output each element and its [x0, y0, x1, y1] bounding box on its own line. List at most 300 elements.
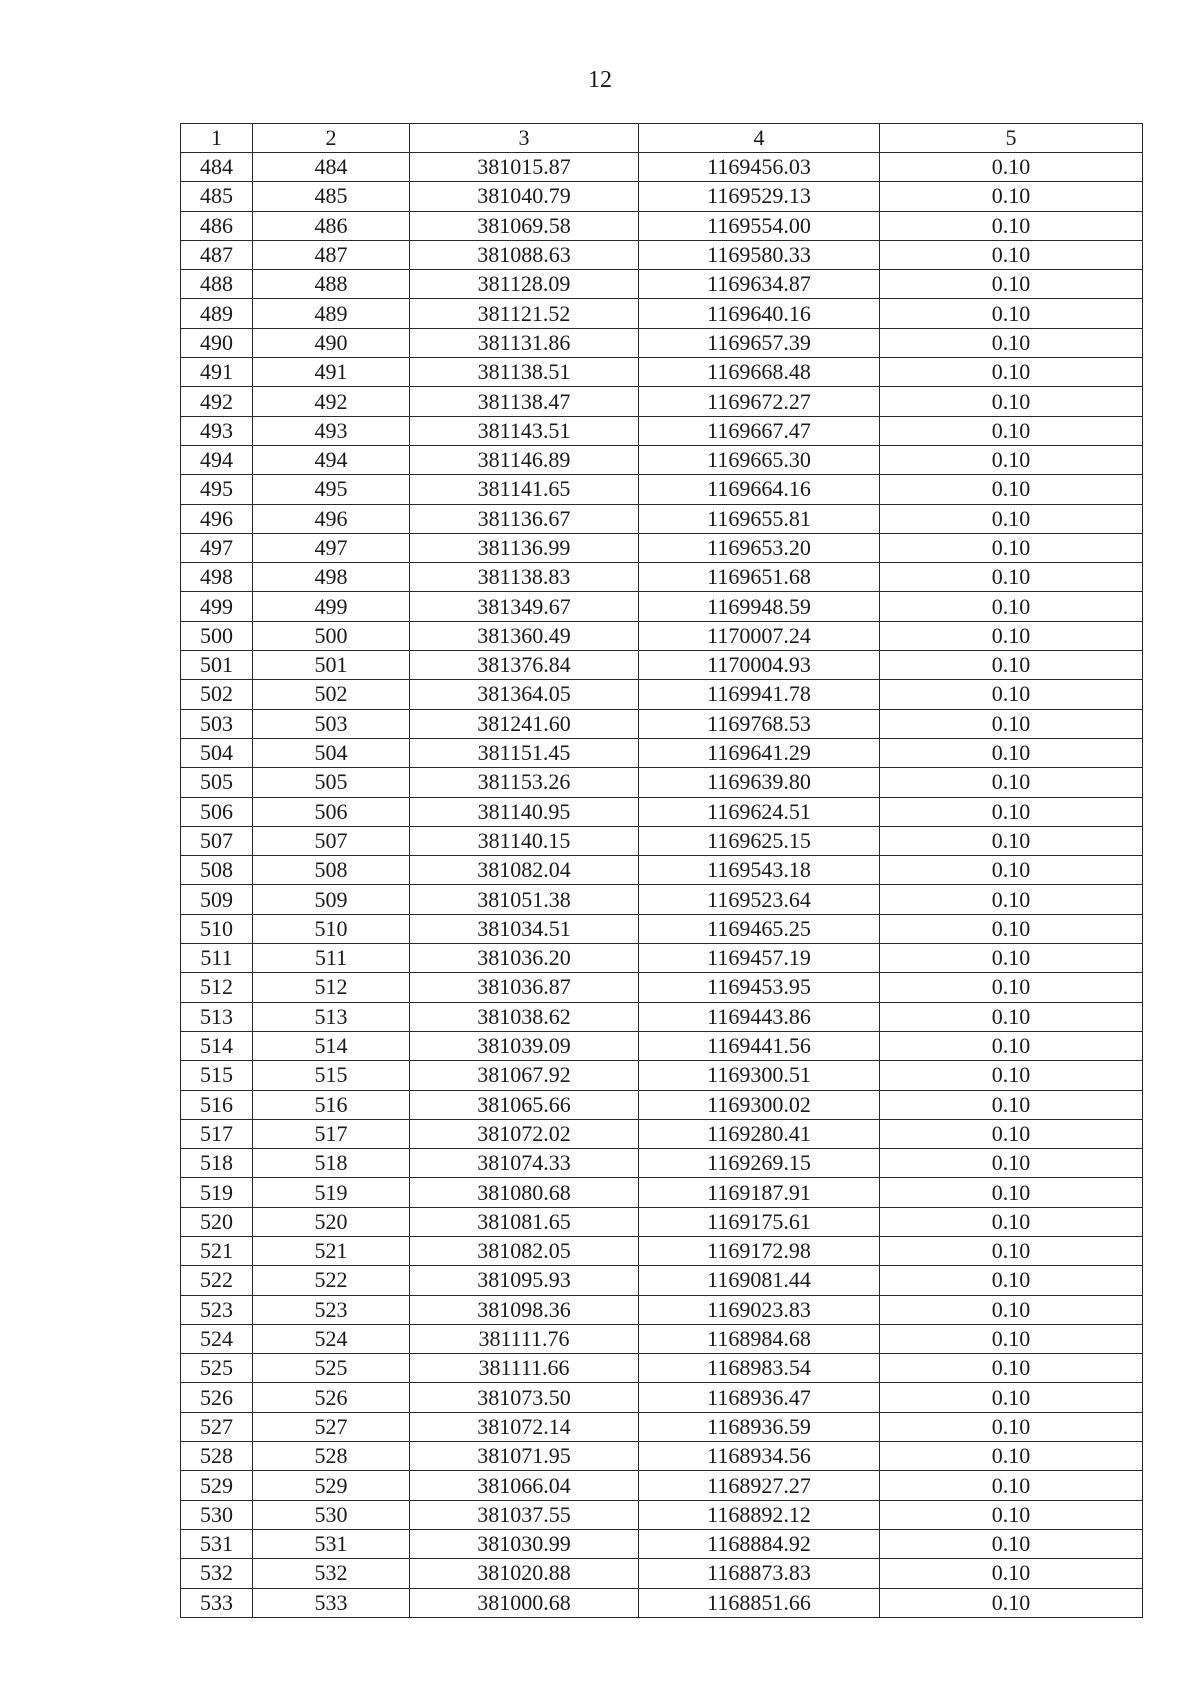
- y-coordinate-cell: 1169543.18: [639, 856, 880, 885]
- point-number-cell: 499: [253, 592, 410, 621]
- point-number-cell: 518: [253, 1149, 410, 1178]
- y-coordinate-cell: 1169948.59: [639, 592, 880, 621]
- x-coordinate-cell: 381146.89: [410, 445, 639, 474]
- error-cell: 0.10: [880, 1031, 1143, 1060]
- y-coordinate-cell: 1168983.54: [639, 1354, 880, 1383]
- x-coordinate-cell: 381241.60: [410, 709, 639, 738]
- row-number-cell: 502: [181, 680, 253, 709]
- table-row: [181, 1412, 1143, 1441]
- table-row: [181, 651, 1143, 680]
- point-number-cell: 492: [253, 387, 410, 416]
- point-number-cell: 509: [253, 885, 410, 914]
- row-number-cell: 493: [181, 416, 253, 445]
- error-cell: 0.10: [880, 885, 1143, 914]
- x-coordinate-cell: 381140.15: [410, 826, 639, 855]
- row-number-cell: 518: [181, 1149, 253, 1178]
- x-coordinate-cell: 381151.45: [410, 738, 639, 767]
- x-coordinate-cell: 381153.26: [410, 768, 639, 797]
- row-number-cell: 514: [181, 1031, 253, 1060]
- x-coordinate-cell: 381036.87: [410, 973, 639, 1002]
- point-number-cell: 519: [253, 1178, 410, 1207]
- x-coordinate-cell: 381080.68: [410, 1178, 639, 1207]
- point-number-cell: 532: [253, 1559, 410, 1588]
- error-cell: 0.10: [880, 211, 1143, 240]
- y-coordinate-cell: 1170004.93: [639, 651, 880, 680]
- y-coordinate-cell: 1169023.83: [639, 1295, 880, 1324]
- x-coordinate-cell: 381111.76: [410, 1324, 639, 1353]
- error-cell: 0.10: [880, 270, 1143, 299]
- x-coordinate-cell: 381071.95: [410, 1442, 639, 1471]
- table-row: [181, 1002, 1143, 1031]
- point-number-cell: 497: [253, 533, 410, 562]
- y-coordinate-cell: 1169941.78: [639, 680, 880, 709]
- column-header-5: 5: [880, 124, 1143, 153]
- error-cell: 0.10: [880, 153, 1143, 182]
- table-row: [181, 211, 1143, 240]
- row-number-cell: 515: [181, 1061, 253, 1090]
- error-cell: 0.10: [880, 973, 1143, 1002]
- y-coordinate-cell: 1169665.30: [639, 445, 880, 474]
- point-number-cell: 524: [253, 1324, 410, 1353]
- table-row: [181, 1061, 1143, 1090]
- point-number-cell: 485: [253, 182, 410, 211]
- point-number-cell: 525: [253, 1354, 410, 1383]
- point-number-cell: 517: [253, 1119, 410, 1148]
- table-row: [181, 1442, 1143, 1471]
- error-cell: 0.10: [880, 416, 1143, 445]
- x-coordinate-cell: 381051.38: [410, 885, 639, 914]
- x-coordinate-cell: 381034.51: [410, 914, 639, 943]
- table-row: [181, 1178, 1143, 1207]
- row-number-cell: 485: [181, 182, 253, 211]
- y-coordinate-cell: 1169641.29: [639, 738, 880, 767]
- row-number-cell: 510: [181, 914, 253, 943]
- y-coordinate-cell: 1169457.19: [639, 944, 880, 973]
- error-cell: 0.10: [880, 621, 1143, 650]
- y-coordinate-cell: 1168984.68: [639, 1324, 880, 1353]
- table-row: [181, 416, 1143, 445]
- point-number-cell: 528: [253, 1442, 410, 1471]
- point-number-cell: 512: [253, 973, 410, 1002]
- x-coordinate-cell: 381088.63: [410, 240, 639, 269]
- row-number-cell: 532: [181, 1559, 253, 1588]
- table-header: [181, 124, 1143, 153]
- error-cell: 0.10: [880, 1207, 1143, 1236]
- row-number-cell: 511: [181, 944, 253, 973]
- table-row: [181, 1207, 1143, 1236]
- x-coordinate-cell: 381376.84: [410, 651, 639, 680]
- table-row: [181, 387, 1143, 416]
- table-row: [181, 299, 1143, 328]
- y-coordinate-cell: 1169554.00: [639, 211, 880, 240]
- error-cell: 0.10: [880, 1178, 1143, 1207]
- table-row: [181, 592, 1143, 621]
- point-number-cell: 506: [253, 797, 410, 826]
- point-number-cell: 504: [253, 738, 410, 767]
- y-coordinate-cell: 1169081.44: [639, 1266, 880, 1295]
- y-coordinate-cell: 1169651.68: [639, 563, 880, 592]
- error-cell: 0.10: [880, 592, 1143, 621]
- table-row: [181, 328, 1143, 357]
- y-coordinate-cell: 1168934.56: [639, 1442, 880, 1471]
- row-number-cell: 527: [181, 1412, 253, 1441]
- point-number-cell: 520: [253, 1207, 410, 1236]
- point-number-cell: 486: [253, 211, 410, 240]
- row-number-cell: 506: [181, 797, 253, 826]
- table-row: [181, 797, 1143, 826]
- error-cell: 0.10: [880, 1324, 1143, 1353]
- y-coordinate-cell: 1169639.80: [639, 768, 880, 797]
- table-row: [181, 240, 1143, 269]
- x-coordinate-cell: 381037.55: [410, 1500, 639, 1529]
- row-number-cell: 501: [181, 651, 253, 680]
- x-coordinate-cell: 381111.66: [410, 1354, 639, 1383]
- error-cell: 0.10: [880, 768, 1143, 797]
- point-number-cell: 516: [253, 1090, 410, 1119]
- row-number-cell: 528: [181, 1442, 253, 1471]
- x-coordinate-cell: 381039.09: [410, 1031, 639, 1060]
- y-coordinate-cell: 1169672.27: [639, 387, 880, 416]
- x-coordinate-cell: 381098.36: [410, 1295, 639, 1324]
- error-cell: 0.10: [880, 1559, 1143, 1588]
- x-coordinate-cell: 381036.20: [410, 944, 639, 973]
- row-number-cell: 500: [181, 621, 253, 650]
- table-row: [181, 1324, 1143, 1353]
- point-number-cell: 529: [253, 1471, 410, 1500]
- error-cell: 0.10: [880, 1588, 1143, 1617]
- point-number-cell: 527: [253, 1412, 410, 1441]
- row-number-cell: 491: [181, 358, 253, 387]
- y-coordinate-cell: 1169300.51: [639, 1061, 880, 1090]
- y-coordinate-cell: 1169453.95: [639, 973, 880, 1002]
- x-coordinate-cell: 381121.52: [410, 299, 639, 328]
- y-coordinate-cell: 1169187.91: [639, 1178, 880, 1207]
- error-cell: 0.10: [880, 1442, 1143, 1471]
- row-number-cell: 504: [181, 738, 253, 767]
- point-number-cell: 505: [253, 768, 410, 797]
- y-coordinate-cell: 1168873.83: [639, 1559, 880, 1588]
- error-cell: 0.10: [880, 504, 1143, 533]
- row-number-cell: 488: [181, 270, 253, 299]
- point-number-cell: 491: [253, 358, 410, 387]
- error-cell: 0.10: [880, 1149, 1143, 1178]
- table-row: [181, 358, 1143, 387]
- y-coordinate-cell: 1169624.51: [639, 797, 880, 826]
- error-cell: 0.10: [880, 445, 1143, 474]
- y-coordinate-cell: 1168892.12: [639, 1500, 880, 1529]
- table-row: [181, 1295, 1143, 1324]
- row-number-cell: 486: [181, 211, 253, 240]
- table-row: [181, 153, 1143, 182]
- x-coordinate-cell: 381131.86: [410, 328, 639, 357]
- table-row: [181, 1529, 1143, 1558]
- x-coordinate-cell: 381040.79: [410, 182, 639, 211]
- table-row: [181, 1383, 1143, 1412]
- row-number-cell: 507: [181, 826, 253, 855]
- x-coordinate-cell: 381072.02: [410, 1119, 639, 1148]
- error-cell: 0.10: [880, 709, 1143, 738]
- error-cell: 0.10: [880, 1061, 1143, 1090]
- x-coordinate-cell: 381141.65: [410, 475, 639, 504]
- table-row: [181, 1266, 1143, 1295]
- table-row: [181, 270, 1143, 299]
- x-coordinate-cell: 381349.67: [410, 592, 639, 621]
- table-row: [181, 1236, 1143, 1265]
- point-number-cell: 507: [253, 826, 410, 855]
- row-number-cell: 526: [181, 1383, 253, 1412]
- error-cell: 0.10: [880, 1266, 1143, 1295]
- row-number-cell: 530: [181, 1500, 253, 1529]
- row-number-cell: 524: [181, 1324, 253, 1353]
- error-cell: 0.10: [880, 1295, 1143, 1324]
- page-number: 12: [588, 67, 612, 93]
- table-row: [181, 1500, 1143, 1529]
- x-coordinate-cell: 381138.51: [410, 358, 639, 387]
- y-coordinate-cell: 1169625.15: [639, 826, 880, 855]
- point-number-cell: 513: [253, 1002, 410, 1031]
- table-row: [181, 738, 1143, 767]
- error-cell: 0.10: [880, 533, 1143, 562]
- table-row: [181, 914, 1143, 943]
- error-cell: 0.10: [880, 944, 1143, 973]
- point-number-cell: 490: [253, 328, 410, 357]
- row-number-cell: 531: [181, 1529, 253, 1558]
- point-number-cell: 498: [253, 563, 410, 592]
- y-coordinate-cell: 1169523.64: [639, 885, 880, 914]
- row-number-cell: 490: [181, 328, 253, 357]
- x-coordinate-cell: 381066.04: [410, 1471, 639, 1500]
- x-coordinate-cell: 381015.87: [410, 153, 639, 182]
- row-number-cell: 533: [181, 1588, 253, 1617]
- row-number-cell: 508: [181, 856, 253, 885]
- error-cell: 0.10: [880, 914, 1143, 943]
- x-coordinate-cell: 381082.04: [410, 856, 639, 885]
- x-coordinate-cell: 381143.51: [410, 416, 639, 445]
- coordinates-table: [180, 123, 1143, 1618]
- row-number-cell: 496: [181, 504, 253, 533]
- table-row: [181, 1149, 1143, 1178]
- row-number-cell: 520: [181, 1207, 253, 1236]
- table-row: [181, 826, 1143, 855]
- error-cell: 0.10: [880, 1383, 1143, 1412]
- table-row: [181, 475, 1143, 504]
- table-row: [181, 1090, 1143, 1119]
- y-coordinate-cell: 1169269.15: [639, 1149, 880, 1178]
- x-coordinate-cell: 381360.49: [410, 621, 639, 650]
- x-coordinate-cell: 381140.95: [410, 797, 639, 826]
- table-row: [181, 1119, 1143, 1148]
- x-coordinate-cell: 381138.83: [410, 563, 639, 592]
- y-coordinate-cell: 1169664.16: [639, 475, 880, 504]
- error-cell: 0.10: [880, 1002, 1143, 1031]
- y-coordinate-cell: 1169172.98: [639, 1236, 880, 1265]
- row-number-cell: 516: [181, 1090, 253, 1119]
- table-row: [181, 1354, 1143, 1383]
- table-row: [181, 680, 1143, 709]
- row-number-cell: 525: [181, 1354, 253, 1383]
- y-coordinate-cell: 1169529.13: [639, 182, 880, 211]
- table-row: [181, 1559, 1143, 1588]
- point-number-cell: 521: [253, 1236, 410, 1265]
- error-cell: 0.10: [880, 826, 1143, 855]
- error-cell: 0.10: [880, 680, 1143, 709]
- x-coordinate-cell: 381067.92: [410, 1061, 639, 1090]
- table-row: [181, 856, 1143, 885]
- row-number-cell: 522: [181, 1266, 253, 1295]
- y-coordinate-cell: 1168936.47: [639, 1383, 880, 1412]
- error-cell: 0.10: [880, 240, 1143, 269]
- point-number-cell: 533: [253, 1588, 410, 1617]
- table-row: [181, 621, 1143, 650]
- table-row: [181, 533, 1143, 562]
- row-number-cell: 512: [181, 973, 253, 1002]
- y-coordinate-cell: 1168936.59: [639, 1412, 880, 1441]
- row-number-cell: 529: [181, 1471, 253, 1500]
- x-coordinate-cell: 381136.67: [410, 504, 639, 533]
- error-cell: 0.10: [880, 1529, 1143, 1558]
- error-cell: 0.10: [880, 1090, 1143, 1119]
- point-number-cell: 511: [253, 944, 410, 973]
- y-coordinate-cell: 1168927.27: [639, 1471, 880, 1500]
- error-cell: 0.10: [880, 328, 1143, 357]
- y-coordinate-cell: 1169655.81: [639, 504, 880, 533]
- error-cell: 0.10: [880, 651, 1143, 680]
- x-coordinate-cell: 381030.99: [410, 1529, 639, 1558]
- x-coordinate-cell: 381128.09: [410, 270, 639, 299]
- table-row: [181, 504, 1143, 533]
- y-coordinate-cell: 1169634.87: [639, 270, 880, 299]
- x-coordinate-cell: 381081.65: [410, 1207, 639, 1236]
- point-number-cell: 501: [253, 651, 410, 680]
- table-row: [181, 1588, 1143, 1617]
- error-cell: 0.10: [880, 1354, 1143, 1383]
- column-header-2: 2: [253, 124, 410, 153]
- row-number-cell: 489: [181, 299, 253, 328]
- point-number-cell: 496: [253, 504, 410, 533]
- error-cell: 0.10: [880, 387, 1143, 416]
- y-coordinate-cell: 1168851.66: [639, 1588, 880, 1617]
- y-coordinate-cell: 1169175.61: [639, 1207, 880, 1236]
- y-coordinate-cell: 1169768.53: [639, 709, 880, 738]
- y-coordinate-cell: 1169441.56: [639, 1031, 880, 1060]
- point-number-cell: 522: [253, 1266, 410, 1295]
- y-coordinate-cell: 1168884.92: [639, 1529, 880, 1558]
- table-body: [181, 153, 1143, 1618]
- point-number-cell: 493: [253, 416, 410, 445]
- row-number-cell: 497: [181, 533, 253, 562]
- x-coordinate-cell: 381069.58: [410, 211, 639, 240]
- point-number-cell: 523: [253, 1295, 410, 1324]
- table-row: [181, 182, 1143, 211]
- table-row: [181, 709, 1143, 738]
- column-header-3: 3: [410, 124, 639, 153]
- point-number-cell: 526: [253, 1383, 410, 1412]
- point-number-cell: 514: [253, 1031, 410, 1060]
- row-number-cell: 503: [181, 709, 253, 738]
- y-coordinate-cell: 1169657.39: [639, 328, 880, 357]
- table-row: [181, 1471, 1143, 1500]
- table-row: [181, 973, 1143, 1002]
- point-number-cell: 494: [253, 445, 410, 474]
- error-cell: 0.10: [880, 1471, 1143, 1500]
- x-coordinate-cell: 381065.66: [410, 1090, 639, 1119]
- y-coordinate-cell: 1169653.20: [639, 533, 880, 562]
- row-number-cell: 521: [181, 1236, 253, 1265]
- table-row: [181, 944, 1143, 973]
- row-number-cell: 492: [181, 387, 253, 416]
- error-cell: 0.10: [880, 563, 1143, 592]
- x-coordinate-cell: 381038.62: [410, 1002, 639, 1031]
- point-number-cell: 530: [253, 1500, 410, 1529]
- row-number-cell: 487: [181, 240, 253, 269]
- y-coordinate-cell: 1169443.86: [639, 1002, 880, 1031]
- point-number-cell: 487: [253, 240, 410, 269]
- point-number-cell: 502: [253, 680, 410, 709]
- header-row: [181, 124, 1143, 153]
- row-number-cell: 517: [181, 1119, 253, 1148]
- error-cell: 0.10: [880, 1500, 1143, 1529]
- table-row: [181, 445, 1143, 474]
- error-cell: 0.10: [880, 856, 1143, 885]
- row-number-cell: 505: [181, 768, 253, 797]
- table-row: [181, 1031, 1143, 1060]
- row-number-cell: 519: [181, 1178, 253, 1207]
- point-number-cell: 510: [253, 914, 410, 943]
- y-coordinate-cell: 1169300.02: [639, 1090, 880, 1119]
- y-coordinate-cell: 1169465.25: [639, 914, 880, 943]
- error-cell: 0.10: [880, 299, 1143, 328]
- point-number-cell: 484: [253, 153, 410, 182]
- point-number-cell: 515: [253, 1061, 410, 1090]
- column-header-4: 4: [639, 124, 880, 153]
- y-coordinate-cell: 1169667.47: [639, 416, 880, 445]
- error-cell: 0.10: [880, 475, 1143, 504]
- y-coordinate-cell: 1169456.03: [639, 153, 880, 182]
- x-coordinate-cell: 381074.33: [410, 1149, 639, 1178]
- x-coordinate-cell: 381000.68: [410, 1588, 639, 1617]
- row-number-cell: 513: [181, 1002, 253, 1031]
- column-header-1: 1: [181, 124, 253, 153]
- error-cell: 0.10: [880, 1412, 1143, 1441]
- y-coordinate-cell: 1169580.33: [639, 240, 880, 269]
- row-number-cell: 499: [181, 592, 253, 621]
- error-cell: 0.10: [880, 1119, 1143, 1148]
- error-cell: 0.10: [880, 1236, 1143, 1265]
- error-cell: 0.10: [880, 797, 1143, 826]
- x-coordinate-cell: 381136.99: [410, 533, 639, 562]
- y-coordinate-cell: 1169668.48: [639, 358, 880, 387]
- point-number-cell: 488: [253, 270, 410, 299]
- x-coordinate-cell: 381020.88: [410, 1559, 639, 1588]
- row-number-cell: 494: [181, 445, 253, 474]
- x-coordinate-cell: 381082.05: [410, 1236, 639, 1265]
- point-number-cell: 489: [253, 299, 410, 328]
- row-number-cell: 509: [181, 885, 253, 914]
- table-row: [181, 563, 1143, 592]
- row-number-cell: 484: [181, 153, 253, 182]
- error-cell: 0.10: [880, 738, 1143, 767]
- point-number-cell: 495: [253, 475, 410, 504]
- y-coordinate-cell: 1170007.24: [639, 621, 880, 650]
- point-number-cell: 503: [253, 709, 410, 738]
- point-number-cell: 531: [253, 1529, 410, 1558]
- point-number-cell: 508: [253, 856, 410, 885]
- x-coordinate-cell: 381073.50: [410, 1383, 639, 1412]
- row-number-cell: 495: [181, 475, 253, 504]
- row-number-cell: 498: [181, 563, 253, 592]
- row-number-cell: 523: [181, 1295, 253, 1324]
- x-coordinate-cell: 381095.93: [410, 1266, 639, 1295]
